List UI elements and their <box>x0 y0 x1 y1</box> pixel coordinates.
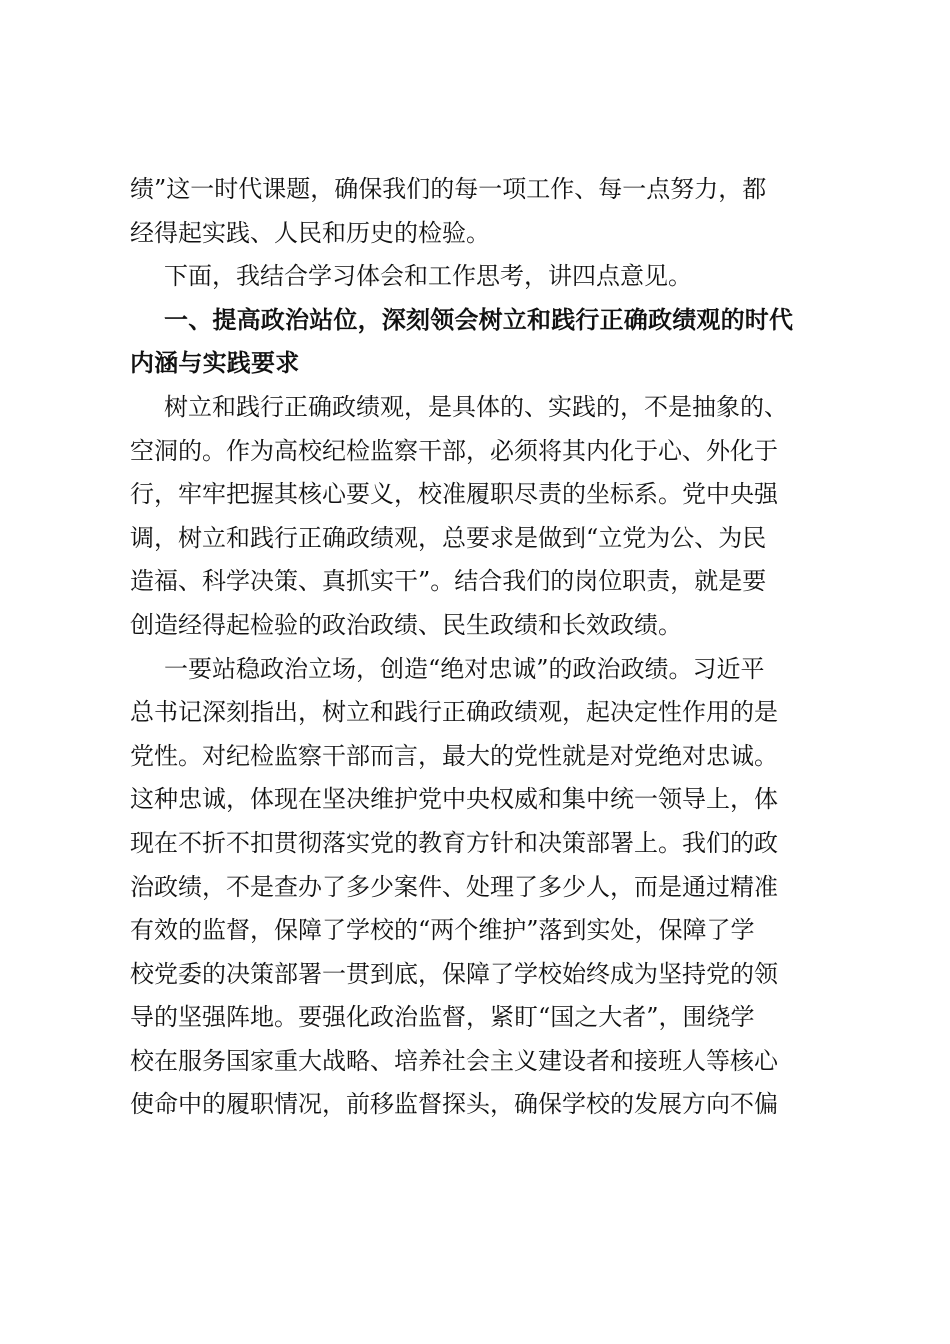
text-line: 一要站稳政治立场，创造“绝对忠诚”的政治政绩。习近平 <box>164 654 765 683</box>
heading-line: 一、提高政治站位，深刻领会树立和践行正确政绩观的时代 <box>164 305 794 334</box>
text-line: 行，牢牢把握其核心要义，校准履职尽责的坐标系。党中央强 <box>130 480 778 509</box>
paragraph-continuation <box>130 168 825 255</box>
text-line: 这种忠诚，体现在坚决维护党中央权威和集中统一领导上，体 <box>130 785 778 814</box>
text-line: 经得起实践、人民和历史的检验。 <box>130 218 490 247</box>
text-line: 创造经得起检验的政治政绩、民生政绩和长效政绩。 <box>130 610 682 639</box>
text-line: 空洞的。作为高校纪检监察干部，必须将其内化于心、外化于 <box>130 436 778 465</box>
heading-line: 内涵与实践要求 <box>130 349 300 378</box>
text-line: 现在不折不扣贯彻落实党的教育方针和决策部署上。我们的政 <box>130 828 778 857</box>
text-line: 有效的监督，保障了学校的“两个维护”落到实处，保障了学 <box>130 916 755 945</box>
text-line: 治政绩，不是查办了多少案件、处理了多少人，而是通过精准 <box>130 872 778 901</box>
text-line: 使命中的履职情况，前移监督探头，确保学校的发展方向不偏 <box>130 1090 778 1119</box>
text-line: 调，树立和践行正确政绩观，总要求是做到“立党为公、为民 <box>130 523 767 552</box>
document-page <box>130 168 825 1127</box>
text-line: 校党委的决策部署一贯到底，保障了学校始终成为坚持党的领 <box>130 959 778 988</box>
text-line: 总书记深刻指出，树立和践行正确政绩观，起决定性作用的是 <box>130 698 778 727</box>
paragraph-body <box>130 648 825 1128</box>
section-heading <box>130 299 825 386</box>
text-line: 下面，我结合学习体会和工作思考，讲四点意见。 <box>164 262 692 291</box>
text-line: 造福、科学决策、真抓实干”。结合我们的岗位职责，就是要 <box>130 567 767 596</box>
text-line: 党性。对纪检监察干部而言，最大的党性就是对党绝对忠诚。 <box>130 741 778 770</box>
text-line: 树立和践行正确政绩观，是具体的、实践的，不是抽象的、 <box>164 392 788 421</box>
paragraph-body <box>130 386 825 648</box>
text-line: 绩”这一时代课题，确保我们的每一项工作、每一点努力，都 <box>130 175 767 203</box>
text-line: 导的坚强阵地。要强化政治监督，紧盯“国之大者”，围绕学 <box>130 1003 755 1032</box>
text-line: 校在服务国家重大战略、培养社会主义建设者和接班人等核心 <box>130 1046 778 1075</box>
paragraph-intro <box>130 255 825 299</box>
